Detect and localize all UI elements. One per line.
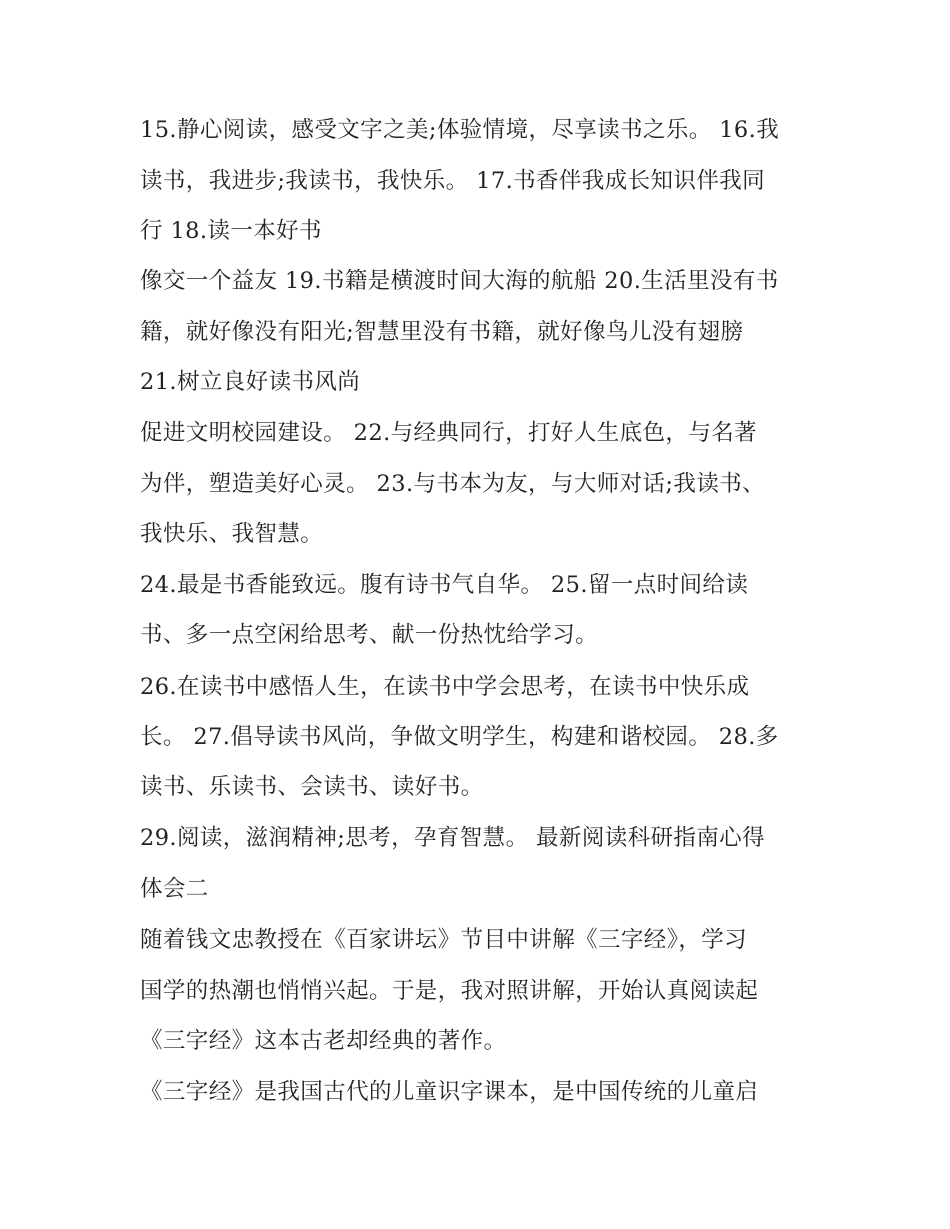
text-line: 15.静心阅读，感受文字之美;体验情境，尽享读书之乐。 16.我: [140, 117, 780, 143]
text-line: 读书、乐读书、会读书、读好书。: [140, 774, 484, 800]
text-line: 国学的热潮也悄悄兴起。于是，我对照讲解，开始认真阅读起: [140, 978, 759, 1004]
text-line: 为伴，塑造美好心灵。 23.与书本为友，与大师对话;我读书、: [140, 471, 766, 497]
text-line: 促进文明校园建设。 22.与经典同行，打好人生底色，与名著: [140, 420, 758, 446]
text-line: 像交一个益友 19.书籍是横渡时间大海的航船 20.生活里没有书: [140, 268, 779, 294]
text-line: 读书，我进步;我读书，我快乐。 17.书香伴我成长知识伴我同: [140, 168, 766, 194]
text-line: 随着钱文忠教授在《百家讲坛》节目中讲解《三字经》，学习: [140, 927, 748, 953]
text-line: 《三字经》这本古老却经典的著作。: [140, 1028, 507, 1054]
text-line: 24.最是书香能致远。腹有诗书气自华。 25.留一点时间给读: [140, 572, 749, 598]
text-line: 长。 27.倡导读书风尚，争做文明学生，构建和谐校园。 28.多: [140, 724, 779, 750]
text-line: 行 18.读一本好书: [140, 218, 322, 244]
text-line: 《三字经》是我国古代的儿童识字课本，是中国传统的儿童启: [140, 1079, 759, 1105]
text-line: 书、多一点空闲给思考、献一份热忱给学习。: [140, 622, 599, 648]
text-line: 籍，就好像没有阳光;智慧里没有书籍，就好像鸟儿没有翅膀: [140, 319, 744, 345]
text-line: 26.在读书中感悟人生，在读书中学会思考，在读书中快乐成: [140, 674, 750, 700]
text-line: 体会二: [140, 876, 209, 902]
text-line: 我快乐、我智慧。: [140, 521, 324, 547]
text-line: 21.树立良好读书风尚: [140, 369, 361, 395]
text-line: 29.阅读，滋润精神;思考，孕育智慧。 最新阅读科研指南心得: [140, 825, 766, 851]
